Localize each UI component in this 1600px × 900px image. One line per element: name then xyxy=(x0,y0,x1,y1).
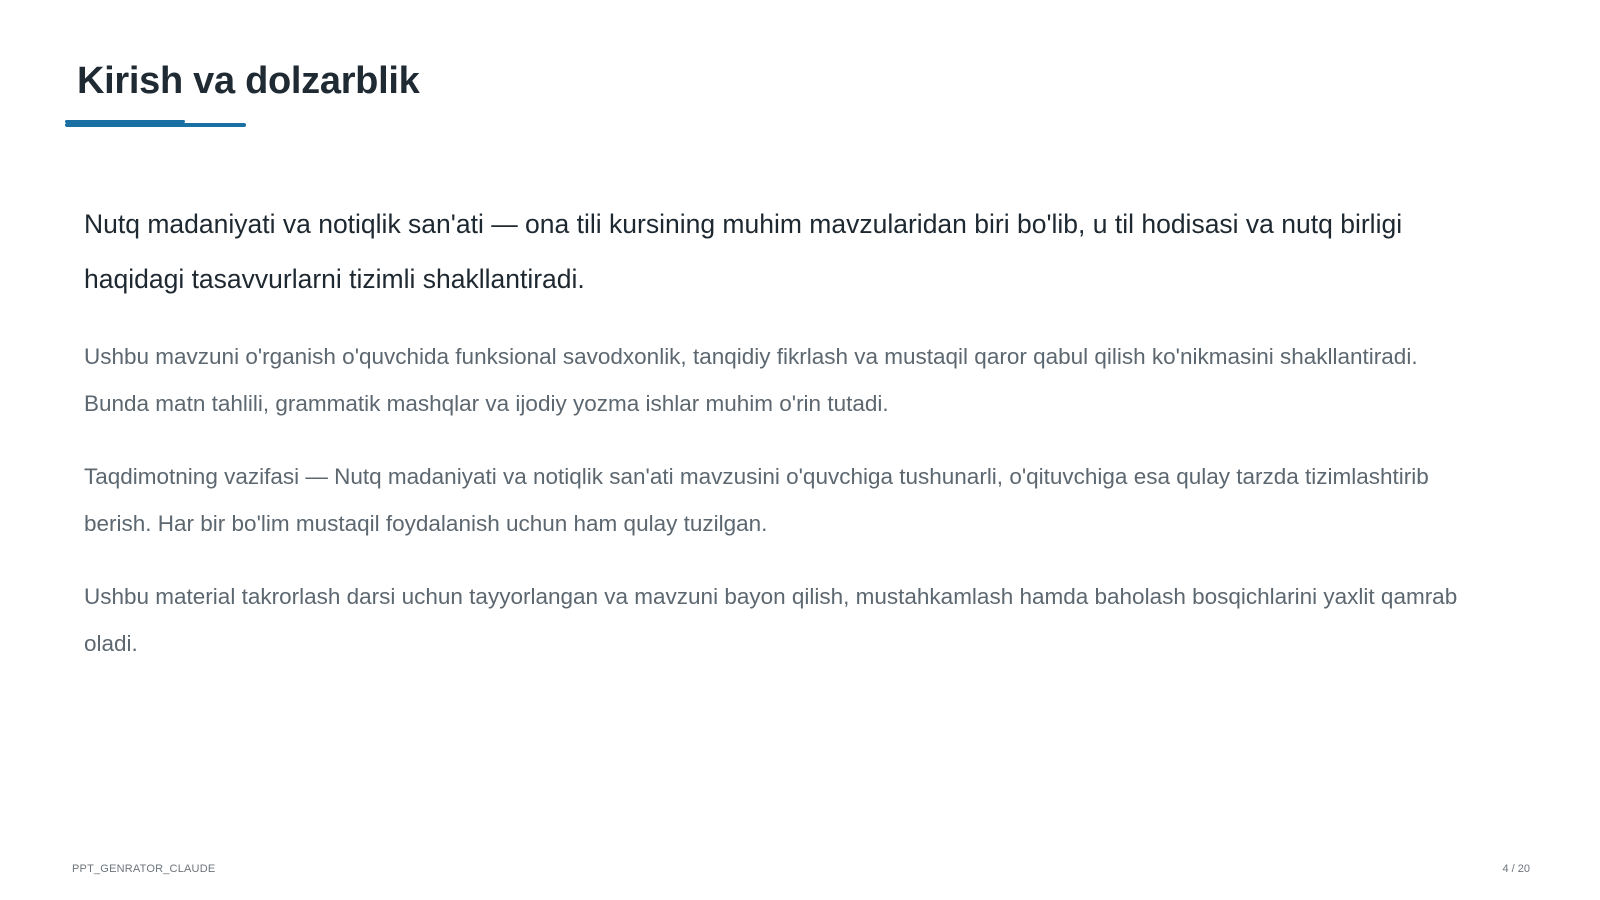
slide-content xyxy=(84,197,1484,693)
body-paragraph-1: Ushbu mavzuni o'rganish o'quvchida funksional savodxonlik, tanqidiy fikrlash va mustaqil qaror qabul qilish ko'nikmasini shakllantiradi. Bunda matn tahlili, grammatik mashqlar va ijodiy yozma ishlar muhim o'rin tutadi. xyxy=(84,344,1418,416)
title-underline xyxy=(65,123,246,127)
footer-brand: PPT_GENRATOR_CLAUDE xyxy=(72,863,216,875)
slide-title: Kirish va dolzarblik xyxy=(77,60,420,102)
body-paragraph-3: Ushbu material takrorlash darsi uchun tayyorlangan va mavzuni bayon qilish, mustahkamlash hamda baholash bosqichlarini yaxlit qamrab oladi. xyxy=(84,584,1458,656)
lead-paragraph: Nutq madaniyati va notiqlik san'ati — ona tili kursining muhim mavzularidan biri bo'lib, u til hodisasi va nutq birligi haqidagi tasavvurlarni tizimli shakllantiradi. xyxy=(84,209,1403,294)
body-paragraph-2: Taqdimotning vazifasi — Nutq madaniyati va notiqlik san'ati mavzusini o'quvchiga tushunarli, o'qituvchiga esa qulay tarzda tizimlashtirib berish. Har bir bo'lim mustaqil foydalanish uchun ham qulay tuzilgan. xyxy=(84,464,1429,536)
page-indicator: 4 / 20 xyxy=(1502,863,1530,875)
